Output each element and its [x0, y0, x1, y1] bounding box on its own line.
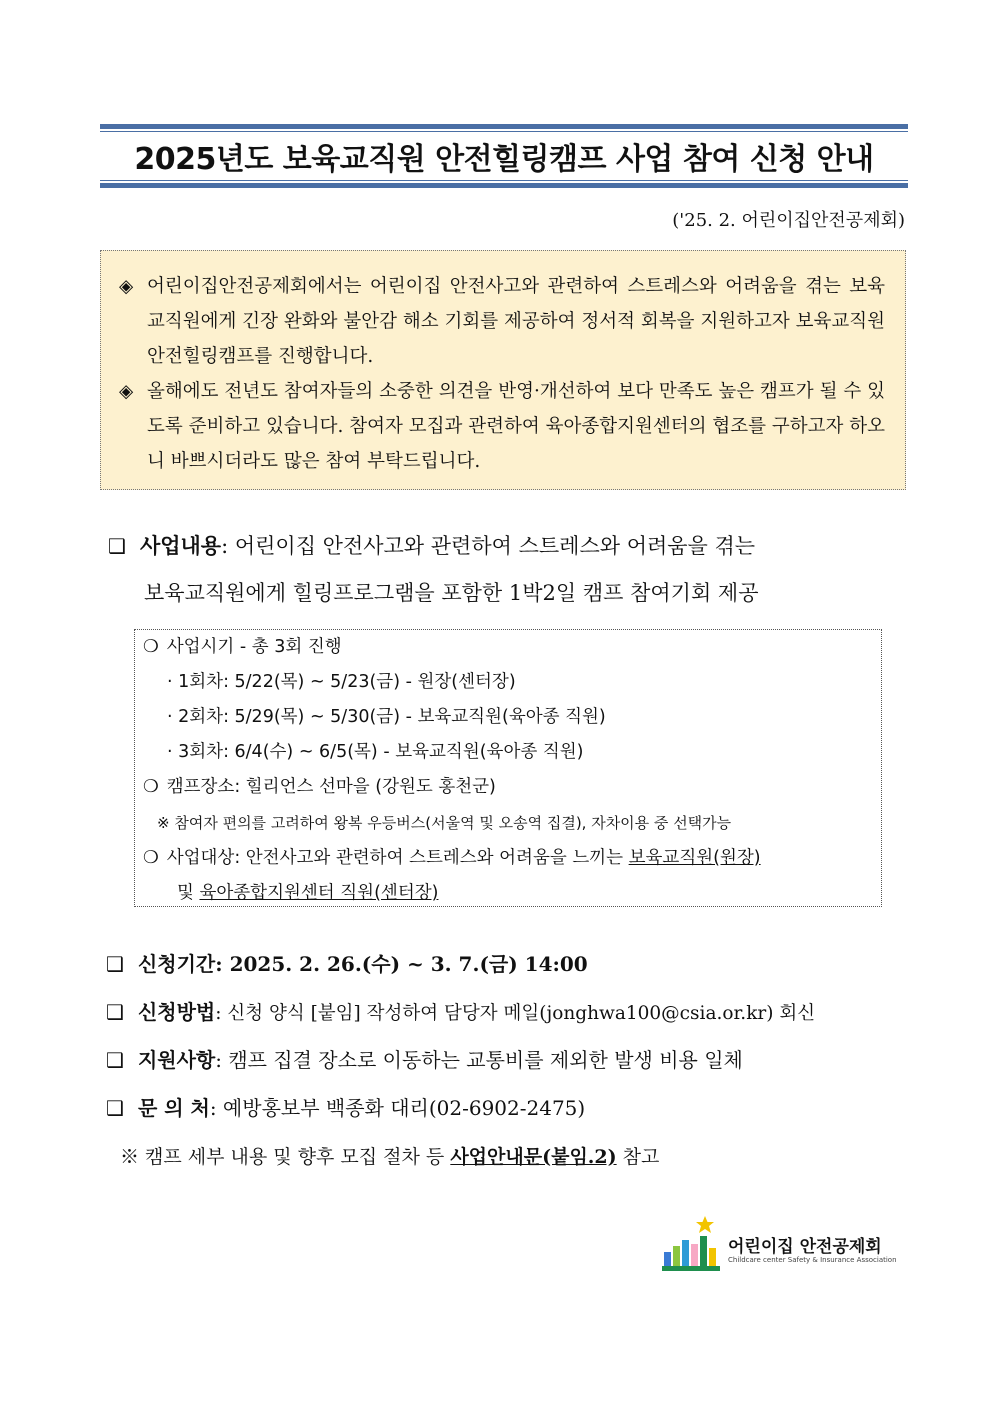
title-bar — [100, 124, 908, 188]
logo-subtitle: Childcare center Safety & Insurance Association — [728, 1256, 897, 1264]
place-text: 캠프장소: 힐리언스 선마을 (강원도 홍천군) — [166, 777, 496, 797]
business-line-1 — [108, 522, 904, 570]
checkbox-icon: ❑ — [106, 952, 124, 976]
item-label: 신청방법 — [137, 1000, 216, 1024]
target-mid: 및 — [177, 883, 200, 903]
intro-text: 어린이집안전공제회에서는 어린이집 안전사고와 관련하여 스트레스와 어려움을 겪는 보육교직원에게 긴장 완화와 불안감 해소 기회를 제공하여 정서적 회복을 지원하고자 보육교직원 안전힐링캠프를 진행합니다. — [147, 276, 885, 367]
logo-mark-icon — [660, 1212, 726, 1274]
issuer-line: ('25. 2. 어린이집안전공제회) — [672, 210, 905, 231]
diamond-bullet-icon: ◈ — [119, 381, 134, 402]
footnote-prefix: ※ 캠프 세부 내용 및 향후 모집 절차 등 — [120, 1146, 451, 1168]
item-label: 문 의 처 — [137, 1096, 210, 1120]
footnote-link[interactable]: 사업안내문(붙임.2) — [450, 1146, 617, 1168]
detail-box — [134, 629, 882, 907]
place-line — [143, 770, 871, 805]
intro-text: 올해에도 전년도 참여자들의 소중한 의견을 반영·개선하여 보다 만족도 높은 캠프가 될 수 있도록 준비하고 있습니다. 참여자 모집과 관련하여 육아종합지원센터의 협조를 구하고자 하오니 바쁘시더라도 많은 참여 부탁드립니다. — [147, 381, 885, 472]
checkbox-icon: ❑ — [106, 1096, 124, 1120]
apply-method-row — [106, 996, 815, 1025]
transport-note: ※ 참여자 편의를 고려하여 왕복 우등버스(서울역 및 오송역 집결), 자차이용 중 선택가능 — [157, 814, 732, 832]
intro-box — [100, 250, 906, 490]
item-value: : 신청 양식 [붙임] 작성하여 담당자 메일(jonghwa100@csia.or.kr) 회신 — [215, 1003, 816, 1024]
diamond-bullet-icon: ◈ — [119, 276, 134, 297]
contact-row — [106, 1092, 585, 1121]
checkbox-icon: ❑ — [108, 534, 126, 558]
circle-bullet-icon: ❍ — [143, 848, 159, 868]
page-title: 2025년도 보육교직원 안전힐링캠프 사업 참여 신청 안내 — [134, 142, 874, 177]
period-label: 사업시기 - 총 3회 진행 — [166, 637, 342, 657]
item-value: : 캠프 집결 장소로 이동하는 교통비를 제외한 발생 비용 일체 — [215, 1048, 743, 1072]
target-underline-1: 보육교직원(원장) — [628, 848, 761, 868]
circle-bullet-icon: ❍ — [143, 777, 159, 797]
support-row — [106, 1044, 743, 1073]
target-underline-2: 육아종합지원센터 직원(센터장) — [199, 883, 439, 903]
target-line-2 — [143, 876, 871, 911]
item-value: : 2025. 2. 26.(수) ~ 3. 7.(금) 14:00 — [215, 952, 588, 976]
footnote-suffix: 참고 — [616, 1146, 660, 1168]
session-line: · 1회차: 5/22(목) ~ 5/23(금) - 원장(센터장) — [167, 672, 516, 692]
session-line: · 2회차: 5/29(목) ~ 5/30(금) - 보육교직원(육아종 직원) — [167, 707, 606, 727]
business-section — [108, 522, 904, 617]
logo-name: 어린이집 안전공제회 — [728, 1237, 882, 1257]
footnote — [120, 1142, 659, 1169]
item-label: 지원사항 — [137, 1048, 216, 1072]
item-value: : 예방홍보부 백종화 대리(02-6902-2475) — [209, 1096, 586, 1120]
business-desc: : 어린이집 안전사고와 관련하여 스트레스와 어려움을 겪는 — [221, 534, 756, 558]
session-line: · 3회차: 6/4(수) ~ 6/5(목) - 보육교직원(육아종 직원) — [167, 742, 584, 762]
checkbox-icon: ❑ — [106, 1000, 124, 1024]
business-label: 사업내용 — [139, 533, 222, 558]
target-line — [143, 841, 871, 876]
item-label: 신청기간 — [137, 952, 216, 976]
intro-paragraph — [119, 269, 885, 374]
period-line — [143, 630, 871, 665]
circle-bullet-icon: ❍ — [143, 637, 159, 657]
apply-period-row — [106, 948, 588, 977]
intro-paragraph — [119, 374, 885, 479]
checkbox-icon: ❑ — [106, 1048, 124, 1072]
target-text: 사업대상: 안전사고와 관련하여 스트레스와 어려움을 느끼는 — [166, 848, 629, 868]
business-line-2: 보육교직원에게 힐링프로그램을 포함한 1박2일 캠프 참여기회 제공 — [144, 581, 759, 605]
org-logo — [660, 1212, 910, 1274]
